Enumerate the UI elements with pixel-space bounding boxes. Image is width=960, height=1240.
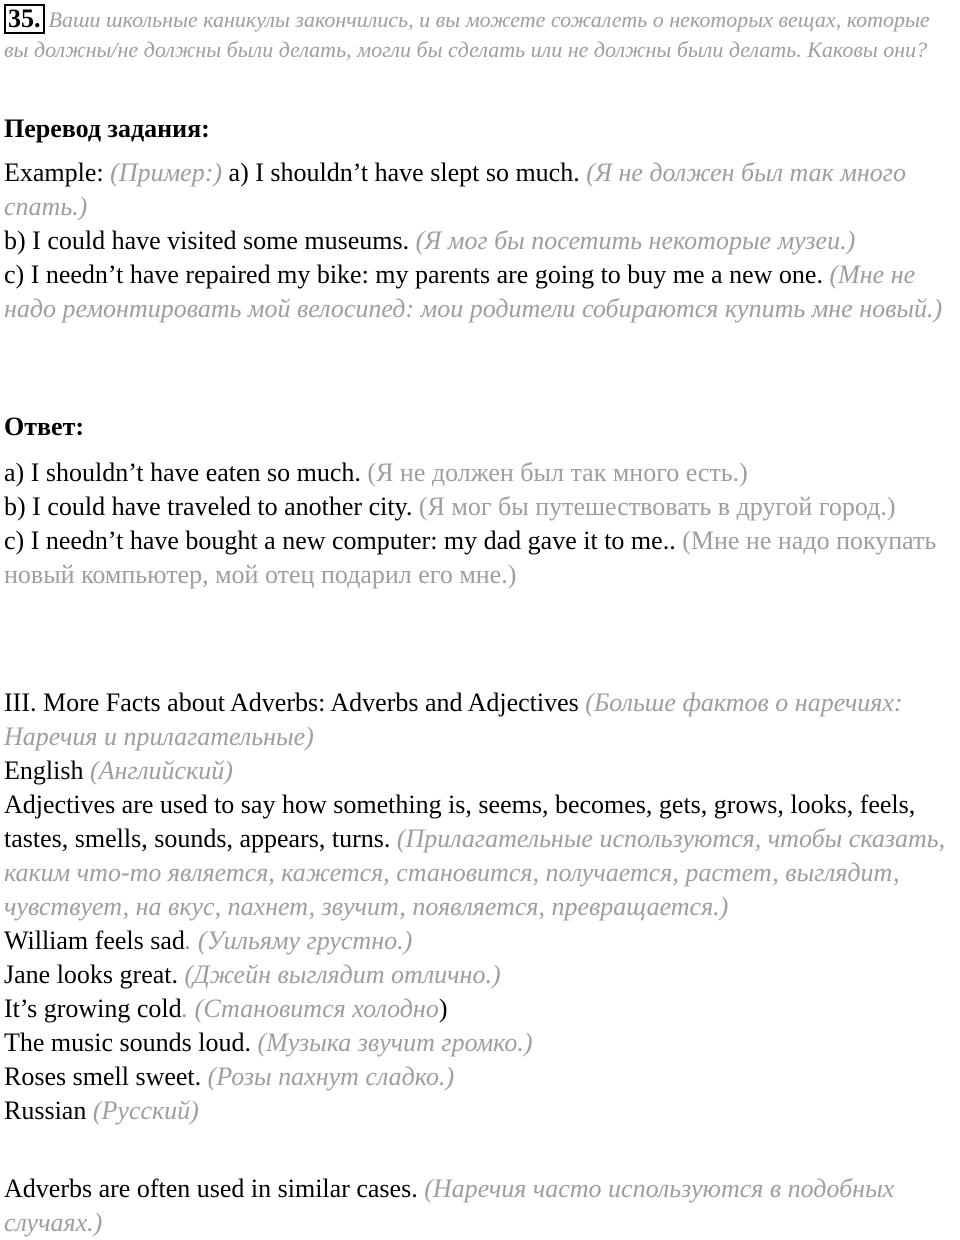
answer-b-ru: (Я мог бы путешествовать в другой город.) bbox=[418, 492, 896, 521]
example-c-en: c) I needn’t have repaired my bike: my parents are going to buy me a new one. bbox=[4, 260, 823, 289]
example-b bbox=[4, 224, 954, 258]
rule bbox=[4, 788, 954, 924]
example-a-en: a) I shouldn’t have slept so much. bbox=[228, 158, 580, 187]
example-label-ru: (Пример:) bbox=[110, 158, 223, 187]
answer-c-ru: (Мне не надо покупать новый компьютер, мой отец подарил его мне.) bbox=[4, 526, 937, 589]
answer-c-en: c) I needn’t have bought a new computer: my dad gave it to me.. bbox=[4, 526, 676, 555]
russian-label-en: Russian bbox=[4, 1096, 87, 1125]
ex5-ru: (Розы пахнут сладко.) bbox=[207, 1062, 455, 1091]
example-sentence-4 bbox=[4, 1026, 954, 1060]
ex1-ru: . (Уильяму грустно.) bbox=[184, 926, 413, 955]
ex4-en: The music sounds loud. bbox=[4, 1028, 251, 1057]
rule-ru: (Прилагательные используются, чтобы сказать, каким что-то является, кажется, становится, получается, растет, выглядит, чувствует, на вкус, пахнет, звучит, появляется, превращается.) bbox=[4, 824, 946, 921]
task-number: 35. bbox=[4, 4, 45, 34]
answer-heading: Ответ: bbox=[4, 412, 85, 441]
example-sentence-1 bbox=[4, 924, 954, 958]
example-b-ru: (Я мог бы посетить некоторые музеи.) bbox=[415, 226, 856, 255]
example-a-ru: (Я не должен был так много спать.) bbox=[4, 158, 906, 221]
ex5-en: Roses smell sweet. bbox=[4, 1062, 202, 1091]
ex2-ru: (Джейн выглядит отлично.) bbox=[184, 960, 501, 989]
answer-block bbox=[4, 456, 954, 592]
answer-a bbox=[4, 456, 954, 490]
adverbs-en: Adverbs are often used in similar cases. bbox=[4, 1174, 418, 1203]
answer-b bbox=[4, 490, 954, 524]
example-sentence-5 bbox=[4, 1060, 954, 1094]
ex1-en: William feels sad bbox=[4, 926, 185, 955]
example-a bbox=[4, 156, 954, 224]
english-label-en: English bbox=[4, 756, 84, 785]
russian-label-ru: (Русский) bbox=[92, 1096, 199, 1125]
ex2-en: Jane looks great. bbox=[4, 960, 179, 989]
russian-label bbox=[4, 1094, 954, 1128]
example-b-en: b) I could have visited some museums. bbox=[4, 226, 410, 255]
ex3-ru: . (Становится холодно bbox=[181, 994, 439, 1023]
section-title-ru: (Больше фактов о наречиях: Наречия и прилагательные) bbox=[4, 688, 903, 751]
ex4-ru: (Музыка звучит громко.) bbox=[257, 1028, 533, 1057]
answer-c bbox=[4, 524, 954, 592]
section-title bbox=[4, 686, 954, 754]
adverbs-paragraph bbox=[4, 1172, 954, 1240]
example-c bbox=[4, 258, 954, 326]
task-block bbox=[4, 4, 954, 65]
english-label-ru: (Английский) bbox=[89, 756, 233, 785]
example-sentence-3 bbox=[4, 992, 954, 1026]
task-text: Ваши школьные каникулы закончились, и вы можете сожалеть о некоторых вещах, которые вы должны/не должны были делать, могли бы сделать или не должны были делать. Каковы они? bbox=[4, 7, 930, 62]
ex3-en: It’s growing cold bbox=[4, 994, 182, 1023]
example-block bbox=[4, 156, 954, 326]
section-block bbox=[4, 686, 954, 1128]
answer-b-en: b) I could have traveled to another city. bbox=[4, 492, 413, 521]
example-c-ru: (Мне не надо ремонтировать мой велосипед: мои родители собираются купить мне новый.) bbox=[4, 260, 943, 323]
answer-a-en: a) I shouldn’t have eaten so much. bbox=[4, 458, 361, 487]
english-label bbox=[4, 754, 954, 788]
translation-heading: Перевод задания: bbox=[4, 114, 210, 143]
section-title-en: III. More Facts about Adverbs: Adverbs and Adjectives bbox=[4, 688, 579, 717]
adverbs-ru: (Наречия часто используются в подобных случаях.) bbox=[4, 1174, 895, 1237]
answer-a-ru: (Я не должен был так много есть.) bbox=[367, 458, 748, 487]
ex3-tail: ) bbox=[438, 994, 448, 1023]
example-sentence-2 bbox=[4, 958, 954, 992]
example-label: Example: bbox=[4, 158, 104, 187]
rule-en: Adjectives are used to say how something is, seems, becomes, gets, grows, looks, feels, tastes, smells, sounds, appears, turns. bbox=[4, 790, 916, 853]
